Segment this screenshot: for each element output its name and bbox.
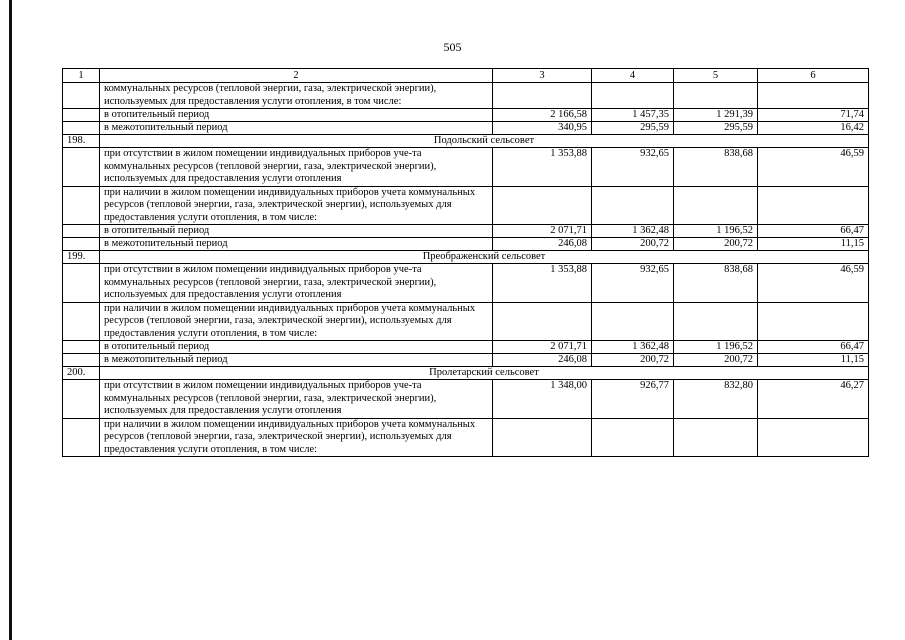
column-header: 6 <box>758 69 869 83</box>
column-header: 5 <box>674 69 758 83</box>
scan-edge <box>9 0 12 640</box>
section-title: Пролетарский сельсовет <box>100 367 869 380</box>
table-row: в межотопительный период 246,08 200,72 200,72 11,15 <box>63 354 869 367</box>
page-number: 505 <box>443 40 462 54</box>
section-header-row <box>63 251 869 264</box>
column-header: 4 <box>592 69 674 83</box>
column-header: 1 <box>63 69 100 83</box>
column-header-row <box>63 69 869 83</box>
table-row: при отсутствии в жилом помещении индивидуальных приборов уче-та коммунальных ресурсов (тепловой энергии, газа, электрической энергии), используемых для предоставления услуги отопления 1 353,88 932,65 838,68 46,59 <box>63 264 869 303</box>
table-row: в отопительный период 2 166,58 1 457,35 1 291,39 71,74 <box>63 109 869 122</box>
row-number: 200. <box>63 367 100 380</box>
row-number: 199. <box>63 251 100 264</box>
table-row: при наличии в жилом помещении индивидуальных приборов учета коммунальных ресурсов (тепловой энергии, газа, электрической энергии), используемых для предоставления услуги отопления, в том числе: <box>63 186 869 225</box>
table-row: при отсутствии в жилом помещении индивидуальных приборов уче-та коммунальных ресурсов (тепловой энергии, газа, электрической энергии), используемых для предоставления услуги отопления 1 353,88 932,65 838,68 46,59 <box>63 148 869 187</box>
table-row: при наличии в жилом помещении индивидуальных приборов учета коммунальных ресурсов (тепловой энергии, газа, электрической энергии), используемых для предоставления услуги отопления, в том числе: <box>63 302 869 341</box>
section-title: Преображенский сельсовет <box>100 251 869 264</box>
tariff-table <box>62 68 869 457</box>
table-row: в межотопительный период 246,08 200,72 200,72 11,15 <box>63 238 869 251</box>
table-row <box>63 83 869 109</box>
table-row: в межотопительный период 340,95 295,59 295,59 16,42 <box>63 122 869 135</box>
table-row: в отопительный период 2 071,71 1 362,48 1 196,52 66,47 <box>63 341 869 354</box>
section-header-row <box>63 135 869 148</box>
column-header: 3 <box>493 69 592 83</box>
table-row: при отсутствии в жилом помещении индивидуальных приборов уче-та коммунальных ресурсов (тепловой энергии, газа, электрической энергии), используемых для предоставления услуги отопления 1 348,00 926,77 832,80 46,27 <box>63 380 869 419</box>
row-description: коммунальных ресурсов (тепловой энергии, газа, электрической энергии), используемых для предоставления услуги отопления, в том числе: <box>100 83 493 109</box>
column-header: 2 <box>100 69 493 83</box>
table-row: при наличии в жилом помещении индивидуальных приборов учета коммунальных ресурсов (тепловой энергии, газа, электрической энергии), используемых для предоставления услуги отопления, в том числе: <box>63 418 869 457</box>
table-row: в отопительный период 2 071,71 1 362,48 1 196,52 66,47 <box>63 225 869 238</box>
section-header-row <box>63 367 869 380</box>
row-number: 198. <box>63 135 100 148</box>
section-title: Подольский сельсовет <box>100 135 869 148</box>
